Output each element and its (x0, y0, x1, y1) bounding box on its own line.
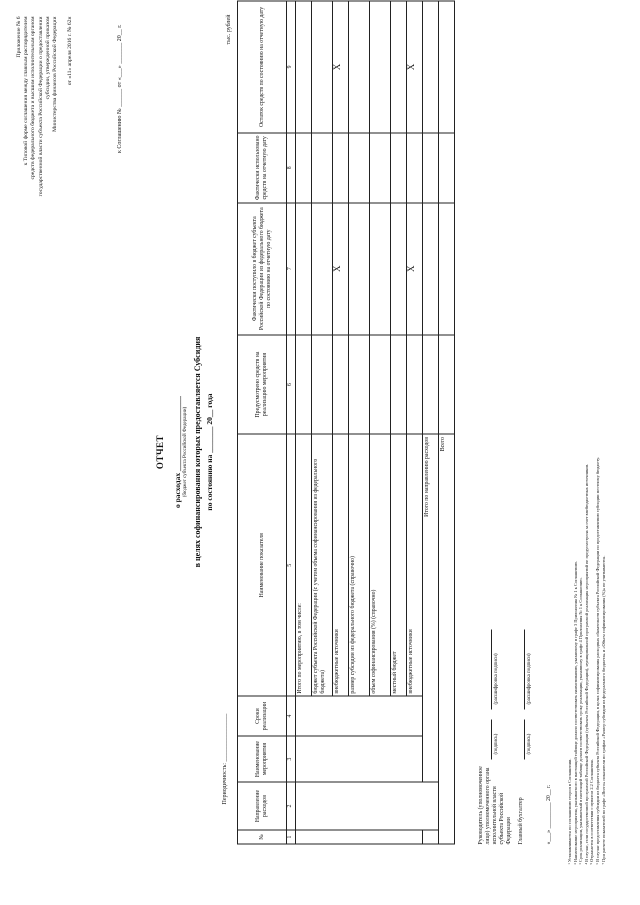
cell-balance (391, 1, 407, 133)
cell-balance: X (407, 1, 423, 133)
cell-received (439, 203, 455, 335)
footnote: ² Наименование мероприятия, указываемого в настоящей таблице должно соответствовать наименованию, указанному в графе 3 Приложения № 1 к Соглашению. (572, 560, 578, 865)
cell-no (296, 830, 423, 844)
accountant-signature-title: Главный бухгалтер (518, 797, 524, 845)
cell-received: X (333, 203, 349, 335)
unit-label: тыс. рублей (226, 14, 232, 45)
cell-used (370, 133, 391, 203)
appendix-line: Министерства финансов Российской Федерации (52, 16, 59, 132)
head-sign-hint: (подпись) (494, 733, 499, 755)
footnote: ⁶ В случае предоставления субсидии из бюджета субъекта Российской Федерации, в целях софинансирования расходных обязательств субъекта Российской Федерации по предоставлению субсидии местному бюджету. (594, 456, 600, 865)
appendix-line: средств федерального бюджета и высшим исполнительным органом (30, 16, 37, 180)
header-cell: Фактически поступило в бюджет субъекта Российской Федерации из федерального бюджета по состоянию на отчетную дату (238, 203, 287, 335)
footnote: ⁵ Отражается в соответствии с пунктом 2.2 Соглашения. (589, 759, 595, 865)
cell-balance (296, 1, 312, 133)
cell-received (423, 203, 439, 335)
column-number: 9 (287, 1, 296, 133)
accountant-name-hint: (расшифровка подписи) (527, 653, 532, 705)
cell-received: X (407, 203, 423, 335)
cell-no (423, 830, 439, 844)
cell-received (312, 203, 333, 335)
cell-planned (349, 335, 370, 435)
column-number: 2 (287, 782, 296, 830)
cell-received (296, 203, 312, 335)
cell-planned (391, 335, 407, 435)
indicator-label: внебюджетные источники (407, 435, 423, 697)
footnote: ⁴ В случае, если государственной программой Российской Федерации (субъекта Российской Федерации), муниципальной программой реализация мероприятий не предусмотрена за счет внебюджетных источников. (583, 463, 589, 865)
cell-period (296, 696, 423, 736)
column-number: 6 (287, 335, 296, 435)
total-direction-row (423, 1, 439, 844)
appendix-header (16, 17, 74, 287)
cell-used (296, 133, 312, 203)
indicator-label: внебюджетные источники (333, 435, 349, 697)
cell-used (439, 133, 455, 203)
cell-used (423, 133, 439, 203)
appendix-line: Приложение № 6 (16, 16, 22, 58)
indicator-label: Итого по мероприятию, в том числе: (296, 435, 312, 697)
expense-report-table (237, 1, 455, 845)
header-cell: Наименование мероприятия (238, 736, 287, 782)
cell-received (370, 203, 391, 335)
cell-balance (370, 1, 391, 133)
cell-balance (439, 1, 455, 133)
cell-planned (423, 335, 439, 435)
footnotes (567, 5, 606, 865)
cell-used (333, 133, 349, 203)
report-expenses-line: о расходах ____________________ (173, 396, 182, 508)
column-number: 7 (287, 203, 296, 335)
header-cell: Сроки реализации (238, 696, 287, 736)
total-all-label: Всего (439, 435, 455, 845)
accountant-sign-line (518, 720, 525, 760)
cell-used (349, 133, 370, 203)
table-header-row (238, 1, 287, 844)
header-cell: Наименование показателя (238, 435, 287, 697)
indicator-label: бюджет субъекта Российской Федерации (с учетом объема софинансирования из федерального бюджета) (312, 435, 333, 697)
total-direction-label: Итого по направлению расходов (423, 435, 439, 783)
cell-direction (296, 782, 439, 830)
appendix-line: от «11» апреля 2016 г. № 62н (67, 16, 74, 86)
accountant-name-line (518, 630, 525, 710)
cell-planned (333, 335, 349, 435)
column-number: 1 (287, 830, 296, 844)
appendix-line: к Типовой форме соглашения между главным распорядителем (23, 16, 30, 166)
header-cell: № (238, 830, 287, 844)
indicator-label: местный бюджет (391, 435, 407, 697)
report-expenses-subcaption: (бюджет субъекта Российской Федерации) (183, 406, 188, 498)
report-as-of-date: по состоянию на _______ 20__ года (205, 393, 214, 511)
agreement-reference: к Соглашению № ______ от «___» _______ 20__ г. (117, 24, 123, 153)
appendix-line: субсидии, утвержденной приказом (44, 16, 51, 100)
periodicity-field: Периодичность: ________________ (222, 713, 228, 805)
cell-planned (296, 335, 312, 435)
head-sign-line (485, 720, 492, 760)
column-number: 3 (287, 736, 296, 782)
report-purpose: в целях софинансирования которых предоставляется Субсидия (193, 336, 202, 568)
cell-used (407, 133, 423, 203)
footnote: ³ Срок реализации, указываемый в настоящей таблице должен соответствовать сроку реализации, указанному в графе 4 Приложения № 1 к Соглашению. (578, 577, 584, 865)
cell-planned (439, 335, 455, 435)
appendix-line: государственной власти субъекта Российской Федерации о предоставлении (37, 16, 44, 197)
cell-used (312, 133, 333, 203)
cell-activity (296, 736, 423, 782)
header-cell: Фактически использовано средств на отчетную дату (238, 133, 287, 203)
head-name-line (485, 630, 492, 710)
cell-balance: X (333, 1, 349, 133)
indicator-label: размер субсидии из федерального бюджета (справочно) (349, 435, 370, 697)
footnote: ¹ Устанавливается по соглашению сторон в Соглашении. (567, 758, 572, 865)
column-number: 8 (287, 133, 296, 203)
cell-planned (312, 335, 333, 435)
report-title: ОТЧЕТ (155, 434, 165, 470)
cell-planned (370, 335, 391, 435)
head-signature-title: Руководитель (уполномоченное лицо) уполномоченного органа исполнительной власти субъекта Российской Федерации (478, 766, 512, 845)
header-cell: Остаток средств по состоянию на отчетную дату (238, 1, 287, 133)
header-cell: Направление расходов (238, 782, 287, 830)
cell-received (391, 203, 407, 335)
indicator-label: объем софинансирования (%) (справочно) (370, 435, 391, 697)
cell-used (391, 133, 407, 203)
cell-balance (312, 1, 333, 133)
footnote: ⁷ При расчете показателей по графе «Всего» показатели по графам «Размер субсидии из федерального бюджета» и «Объем софинансирования (%)» не учитываются. (600, 555, 606, 865)
cell-received (349, 203, 370, 335)
column-number: 5 (287, 435, 296, 697)
cell-balance (349, 1, 370, 133)
column-number-row (287, 1, 296, 844)
cell-balance (423, 1, 439, 133)
signature-date: «___» _________ 20__ г. (546, 784, 552, 845)
head-name-hint: (расшифровка подписи) (494, 653, 499, 705)
header-cell: Предусмотрено средств на реализацию мероприятия (238, 335, 287, 435)
total-all-row (439, 1, 455, 844)
cell-planned (407, 335, 423, 435)
table-row (296, 1, 312, 844)
column-number: 4 (287, 696, 296, 736)
accountant-sign-hint: (подпись) (527, 733, 532, 755)
